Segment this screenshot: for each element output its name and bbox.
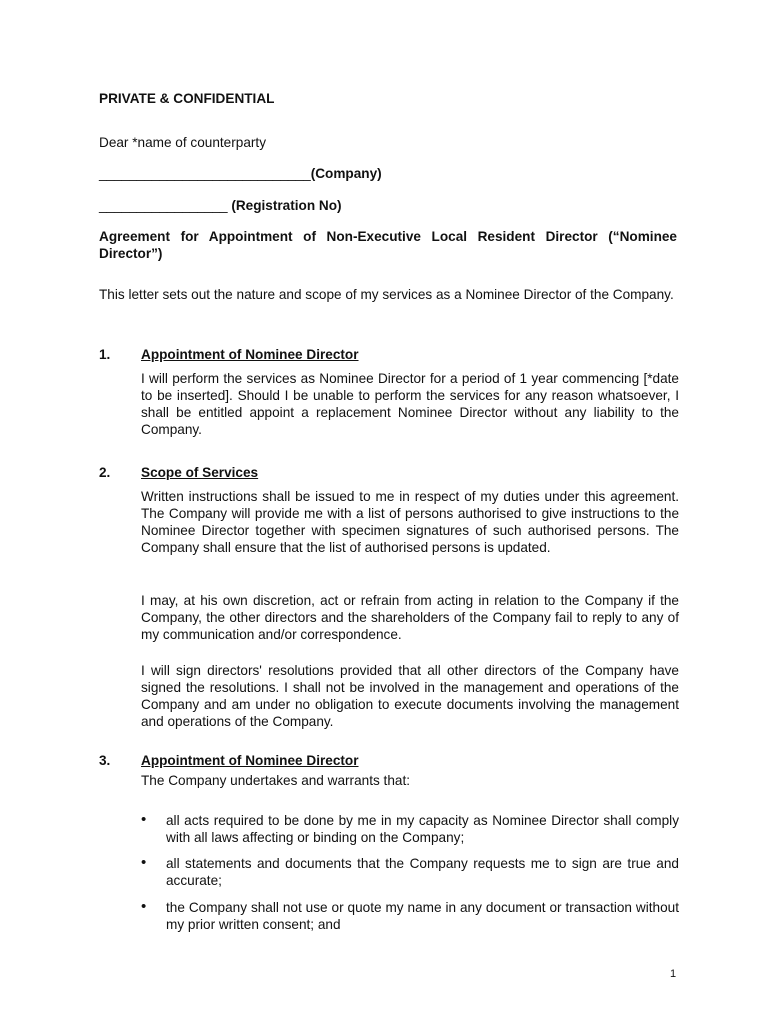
section-paragraph: I will sign directors' resolutions provided that all other directors of the Company have signed the resolutions. I shall not be involved in the management and operations of the Company and am under no obligation to execute documents involving the management and operations of the Company. bbox=[141, 663, 679, 729]
company-label: (Company) bbox=[310, 166, 382, 181]
confidential-heading: PRIVATE & CONFIDENTIAL bbox=[99, 91, 275, 106]
section-heading: Appointment of Nominee Director bbox=[141, 753, 359, 768]
bullet-icon: • bbox=[141, 898, 147, 915]
section-paragraph: I will perform the services as Nominee Director for a period of 1 year commencing [*date to be inserted]. Should I be unable to perform the services for any reason whatsoever, I shall be entitled appoint a replacement Nominee Director without any liability to the Company. bbox=[141, 371, 679, 437]
registration-label: (Registration No) bbox=[231, 198, 342, 213]
salutation: Dear *name of counterparty bbox=[99, 135, 266, 150]
bullet-item: all statements and documents that the Company requests me to sign are true and accurate; bbox=[166, 856, 679, 888]
section-number: 3. bbox=[99, 753, 111, 768]
section-heading: Scope of Services bbox=[141, 465, 259, 480]
bullet-item: the Company shall not use or quote my name in any document or transaction without my prior written consent; and bbox=[166, 900, 679, 932]
bullet-icon: • bbox=[141, 811, 147, 828]
section-paragraph: The Company undertakes and warrants that: bbox=[141, 773, 411, 788]
bullet-icon: • bbox=[141, 854, 147, 871]
agreement-title: Agreement for Appointment of Non-Executive Local Resident Director (“Nominee Director”) bbox=[99, 229, 677, 261]
company-blank: ____________________________ bbox=[99, 166, 311, 181]
page-number: 1 bbox=[670, 968, 677, 980]
company-line bbox=[99, 165, 382, 182]
bullet-item: all acts required to be done by me in my capacity as Nominee Director shall comply with all laws affecting or binding on the Company; bbox=[166, 813, 679, 845]
section-number: 2. bbox=[99, 465, 111, 480]
section-number: 1. bbox=[99, 347, 111, 362]
section-paragraph: Written instructions shall be issued to me in respect of my duties under this agreement. The Company will provide me with a list of persons authorised to give instructions to the Nominee Director together with specimen signatures of such authorised persons. The Company shall ensure that the list of authorised persons is updated. bbox=[141, 489, 679, 555]
registration-line bbox=[99, 197, 342, 214]
registration-blank: _________________ bbox=[99, 198, 228, 213]
section-heading: Appointment of Nominee Director bbox=[141, 347, 359, 362]
intro-paragraph: This letter sets out the nature and scope of my services as a Nominee Director of the Company. bbox=[99, 287, 674, 302]
section-paragraph: I may, at his own discretion, act or refrain from acting in relation to the Company if the Company, the other directors and the shareholders of the Company fail to reply to any of my communication and/or correspondence. bbox=[141, 593, 679, 642]
